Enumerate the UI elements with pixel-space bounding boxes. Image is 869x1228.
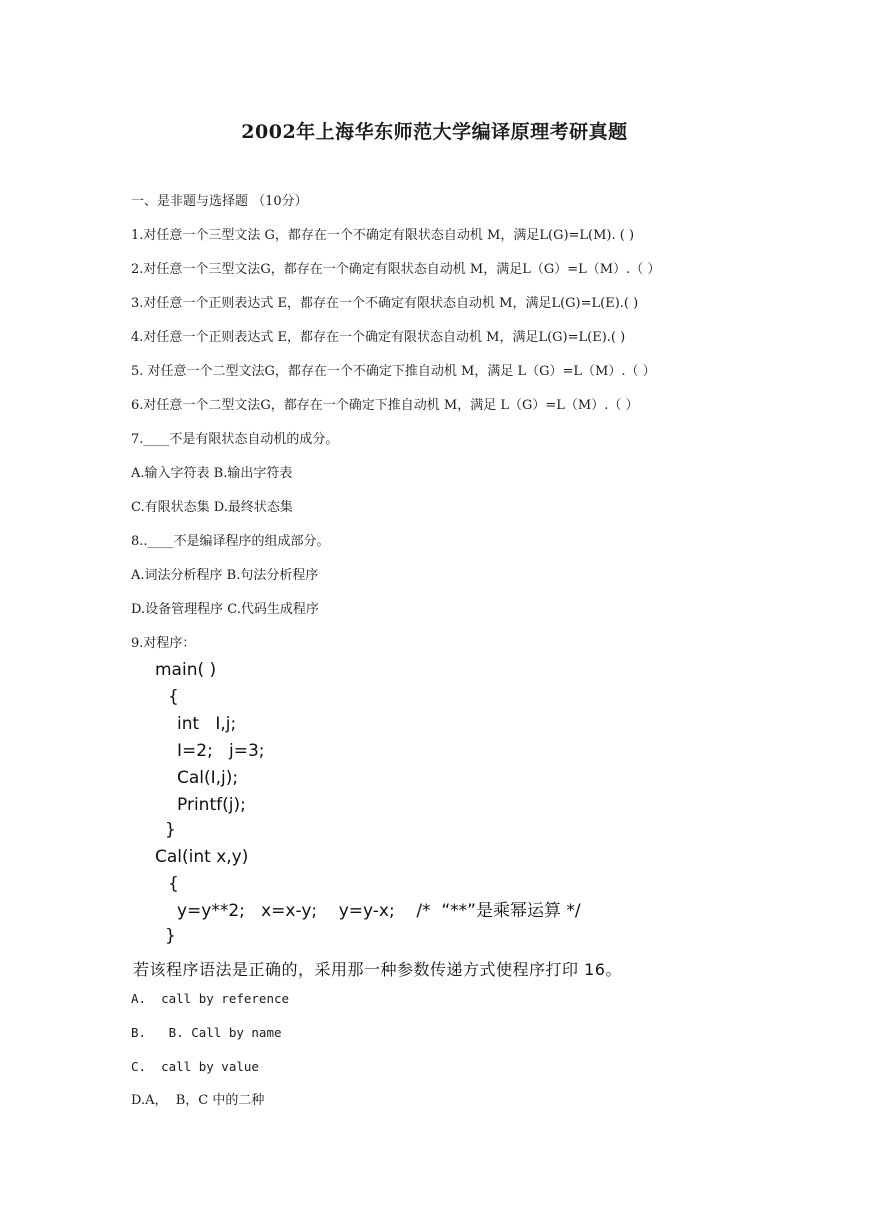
code-line: I=2; j=3; (177, 741, 265, 761)
option-d: D.A， B，C 中的二种 (131, 1093, 265, 1108)
question-7-options-cd: C.有限状态集 D.最终状态集 (131, 500, 293, 515)
code-line: int I,j; (177, 714, 237, 734)
section-heading: 一、是非题与选择题 （10分） (131, 194, 308, 209)
question-2: 2.对任意一个三型文法G，都存在一个确定有限状态自动机 M，满足L（G）=L（M）.（ ） (131, 262, 661, 277)
question-8: 8..____不是编译程序的组成部分。 (131, 534, 330, 549)
code-line: main( ) (155, 660, 217, 680)
question-5: 5. 对任意一个二型文法G，都存在一个不确定下推自动机 M，满足 L（G）=L（M）.（ ） (131, 364, 656, 379)
option-a: A. call by reference (131, 991, 290, 1006)
code-line: } (165, 926, 176, 946)
code-line: Cal(int x,y) (155, 847, 249, 867)
code-line: } (165, 820, 176, 840)
question-9: 9.对程序： (131, 636, 196, 651)
code-question: 若该程序语法是正确的，采用那一种参数传递方式使程序打印 16。 (133, 960, 622, 979)
page-title: 2002年上海华东师范大学编译原理考研真题 (241, 121, 628, 143)
question-6: 6.对任意一个二型文法G，都存在一个确定下推自动机 M，满足 L（G）=L（M）.（ ） (131, 398, 639, 413)
question-8-options-ab: A.词法分析程序 B.句法分析程序 (131, 568, 319, 583)
option-b: B. B. Call by name (131, 1025, 282, 1040)
option-c: C. call by value (131, 1059, 259, 1074)
question-8-options-dc: D.设备管理程序 C.代码生成程序 (131, 602, 319, 617)
question-7-options-ab: A.输入字符表 B.输出字符表 (131, 466, 293, 481)
question-3: 3.对任意一个正则表达式 E，都存在一个不确定有限状态自动机 M，满足L(G)=L(E).( ) (131, 296, 639, 311)
code-line: Printf(j); (177, 795, 246, 815)
code-line: Cal(I,j); (177, 768, 239, 788)
question-7: 7.____不是有限状态自动机的成分。 (131, 432, 339, 447)
code-line: y=y**2; x=x-y; y=y-x; /* “**”是乘幂运算 */ (177, 901, 581, 921)
question-4: 4.对任意一个正则表达式 E，都存在一个确定有限状态自动机 M，满足L(G)=L(E).( ) (131, 330, 626, 345)
code-line: { (168, 874, 179, 894)
code-line: { (168, 687, 179, 707)
question-1: 1.对任意一个三型文法 G，都存在一个不确定有限状态自动机 M，满足L(G)=L(M). ( ) (131, 228, 635, 243)
